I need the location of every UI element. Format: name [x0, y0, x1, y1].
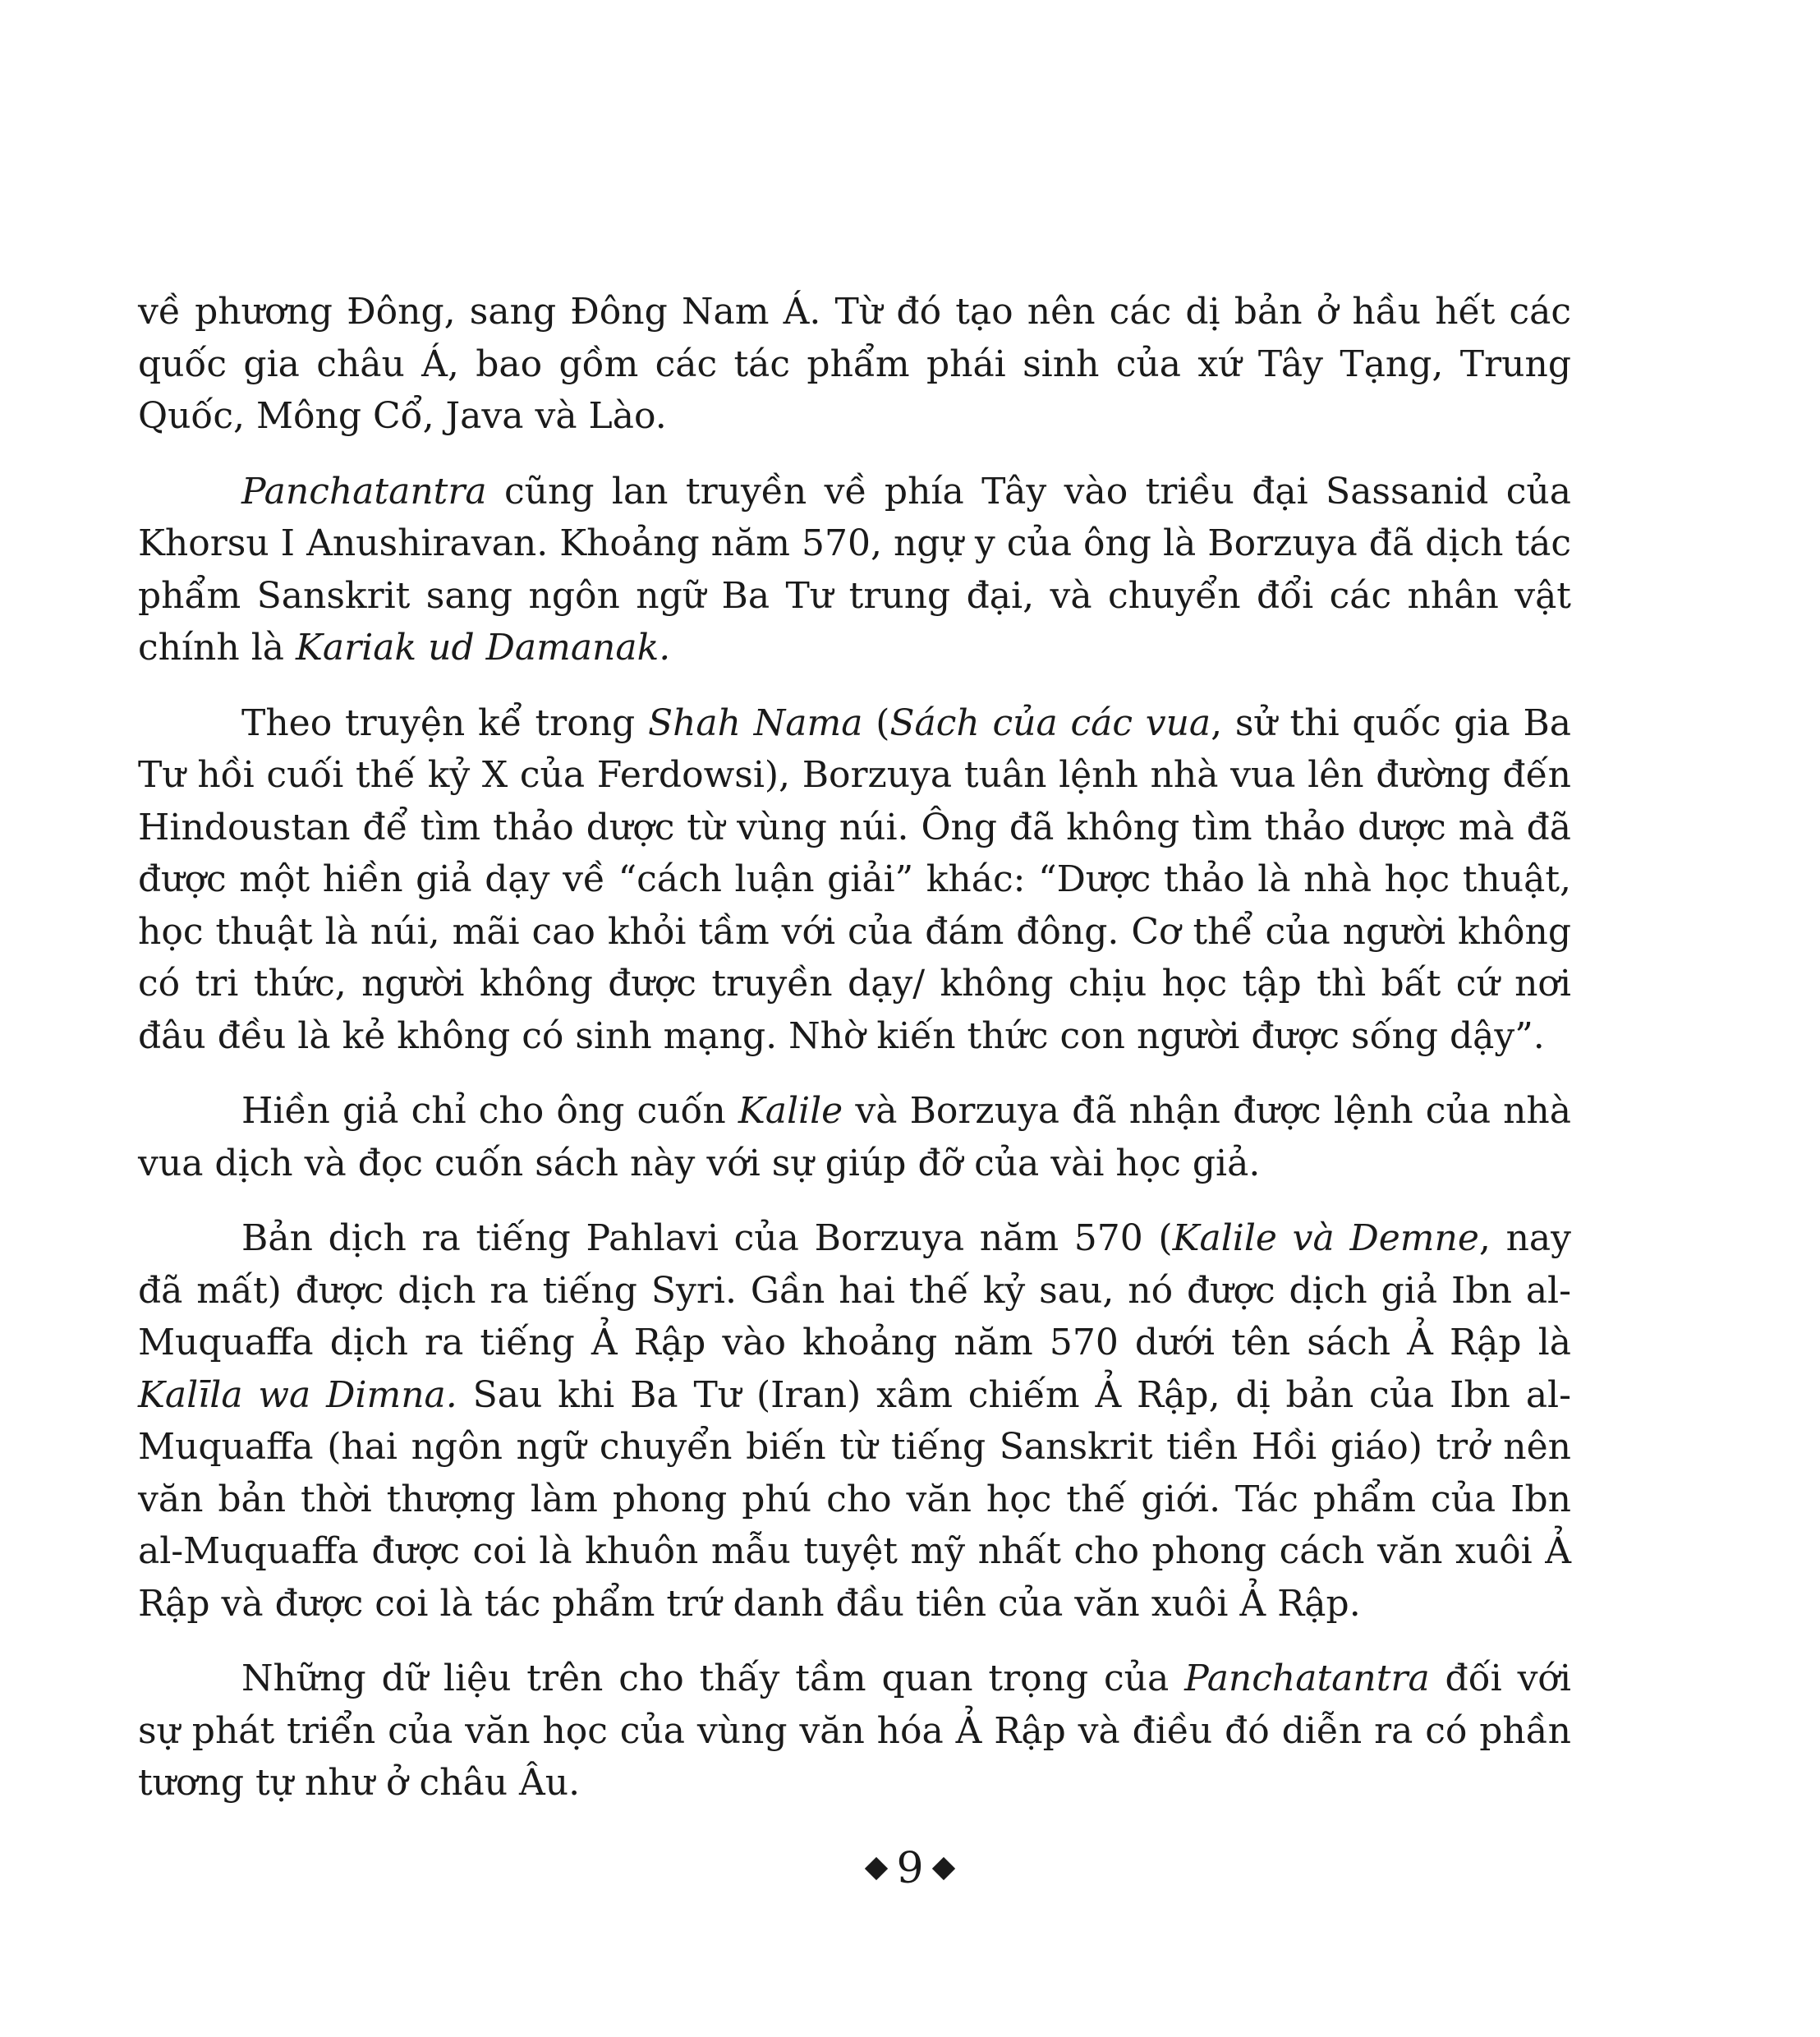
italic-text: Panchatantra — [1184, 1658, 1430, 1699]
paragraph — [138, 466, 1571, 674]
text-run: cũng lan truyền về phía Tây vào triều đại Sassanid của Khorsu I Anushiravan. Khoảng năm 570, ngự y của ông là Borzuya đã dịch tác phẩm Sanskrit sang ngôn ngữ Ba Tư trung đại, và chuyển đổi các nhân vật chính là — [138, 470, 1571, 669]
page-number: 9 — [896, 1844, 924, 1893]
italic-text: Sách của các vua — [889, 701, 1211, 744]
text-run: đối với sự phát triển của văn học của vùng văn hóa Ả Rập và điều đó diễn ra có phần tương tự như ở châu Âu. — [138, 1658, 1571, 1804]
text-run: về phương Đông, sang Đông Nam Á. Từ đó tạo nên các dị bản ở hầu hết các quốc gia châu Á, bao gồm các tác phẩm phái sinh của xứ Tây Tạng, Trung Quốc, Mông Cổ, Java và Lào. — [138, 291, 1571, 437]
diamond-icon — [865, 1857, 888, 1880]
paragraph — [138, 286, 1571, 443]
paragraph — [138, 1653, 1571, 1809]
italic-text: Kalile và Demne — [1172, 1217, 1479, 1259]
page-footer — [0, 1844, 1820, 1893]
italic-text: Kariak ud Damanak. — [296, 627, 671, 669]
text-run: Những dữ liệu trên cho thấy tầm quan trọng của — [241, 1658, 1185, 1699]
text-run: Bản dịch ra tiếng Pahlavi của Borzuya năm 570 ( — [241, 1217, 1173, 1259]
italic-text: Kalile — [738, 1090, 843, 1132]
paragraph — [138, 1085, 1571, 1189]
italic-text: Panchatantra — [241, 470, 487, 513]
text-run: ( — [862, 701, 890, 744]
text-run: và Borzuya đã nhận được lệnh của nhà vua dịch và đọc cuốn sách này với sự giúp đỡ của vài học giả. — [138, 1090, 1571, 1184]
text-run: Hiền giả chỉ cho ông cuốn — [241, 1090, 738, 1132]
paragraph — [138, 697, 1571, 1063]
text-run: , sử thi quốc gia Ba Tư hồi cuối thế kỷ X của Ferdowsi), Borzuya tuân lệnh nhà vua lên đường đến Hindoustan để tìm thảo dược từ vùng núi. Ông đã không tìm thảo dược mà đã được một hiền giả dạy về “cách luận giải” khác: “Dược thảo là nhà học thuật, học thuật là núi, mãi cao khỏi tầm với của đám đông. Cơ thể của người không có tri thức, người không được truyền dạy/ không chịu học tập thì bất cứ nơi đâu đều là kẻ không có sinh mạng. Nhờ kiến thức con người được sống dậy”. — [138, 701, 1572, 1057]
body-text — [138, 286, 1571, 1832]
italic-text: Shah Nama — [647, 701, 863, 744]
diamond-icon — [931, 1857, 954, 1880]
text-run: , nay đã mất) được dịch ra tiếng Syri. Gần hai thế kỷ sau, nó được dịch giả Ibn al-Muquaffa dịch ra tiếng Ả Rập vào khoảng năm 570 dưới tên sách Ả Rập là — [138, 1217, 1571, 1363]
italic-text: Kalīla wa Dimna. — [138, 1373, 457, 1416]
text-run: Theo truyện kể trong — [241, 701, 648, 744]
text-run: Sau khi Ba Tư (Iran) xâm chiếm Ả Rập, dị bản của Ibn al-Muquaffa (hai ngôn ngữ chuyển biến từ tiếng Sanskrit tiền Hồi giáo) trở nên văn bản thời thượng làm phong phú cho văn học thế giới. Tác phẩm của Ibn al-Muquaffa được coi là khuôn mẫu tuyệt mỹ nhất cho phong cách văn xuôi Ả Rập và được coi là tác phẩm trứ danh đầu tiên của văn xuôi Ả Rập. — [138, 1373, 1571, 1625]
paragraph — [138, 1212, 1571, 1630]
